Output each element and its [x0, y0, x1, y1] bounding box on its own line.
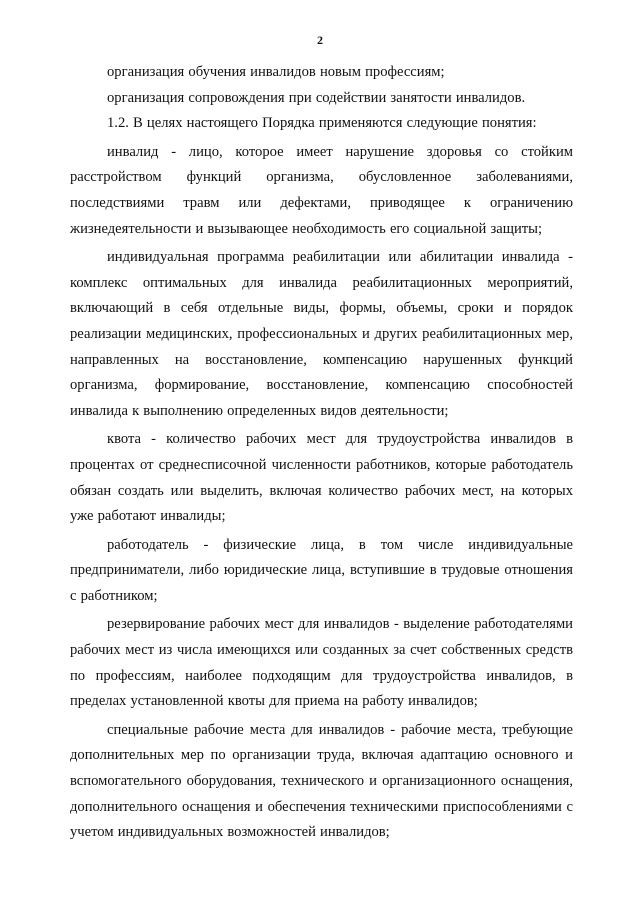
- paragraph-support: организация сопровождения при содействии занятости инвалидов.: [107, 89, 526, 106]
- paragraph-definitions-intro: 1.2. В целях настоящего Порядка применяются следующие понятия:: [107, 115, 537, 132]
- paragraph-def-quota: квота - количество рабочих мест для трудоустройства инвалидов в процентах от среднесписочной численности работников, которые работодатель обязан создать или выделить, включая количество рабочих мест, на которых уже работают инвалиды;: [70, 431, 573, 525]
- document-body: [70, 60, 573, 846]
- paragraph-def-employer: работодатель - физические лица, в том числе индивидуальные предприниматели, либо юридические лица, вступившие в трудовые отношения с работником;: [70, 536, 573, 604]
- paragraph-def-reservation: резервирование рабочих мест для инвалидов - выделение работодателями рабочих мест из числа имеющихся или созданных за счет собственных средств по профессиям, наиболее подходящим для трудоустройства инвалидов, в пределах установленной квоты для приема на работу инвалидов;: [70, 616, 573, 710]
- paragraph-def-special-workplaces: специальные рабочие места для инвалидов - рабочие места, требующие дополнительных мер по организации труда, включая адаптацию основного и вспомогательного оборудования, технического и организационного оснащения, дополнительного оснащения и обеспечения техническими приспособлениями с учетом индивидуальных возможностей инвалидов;: [70, 721, 573, 841]
- page-number: 2: [317, 33, 323, 47]
- paragraph-training: организация обучения инвалидов новым профессиям;: [107, 64, 445, 80]
- paragraph-def-ipra: индивидуальная программа реабилитации или абилитации инвалида - комплекс оптимальных для инвалида реабилитационных мероприятий, включающий в себя отдельные виды, формы, объемы, сроки и порядок реализации медицинских, профессиональных и других реабилитационных мер, направленных на восстановление, компенсацию нарушенных функций организма, формирование, восстановление, компенсацию способностей инвалида к выполнению определенных видов деятельности;: [70, 249, 573, 419]
- paragraph-def-invalid: инвалид - лицо, которое имеет нарушение здоровья со стойким расстройством функций организма, обусловленное заболеваниями, последствиями травм или дефектами, приводящее к ограничению жизнедеятельности и вызывающее необходимость его социальной защиты;: [70, 143, 573, 237]
